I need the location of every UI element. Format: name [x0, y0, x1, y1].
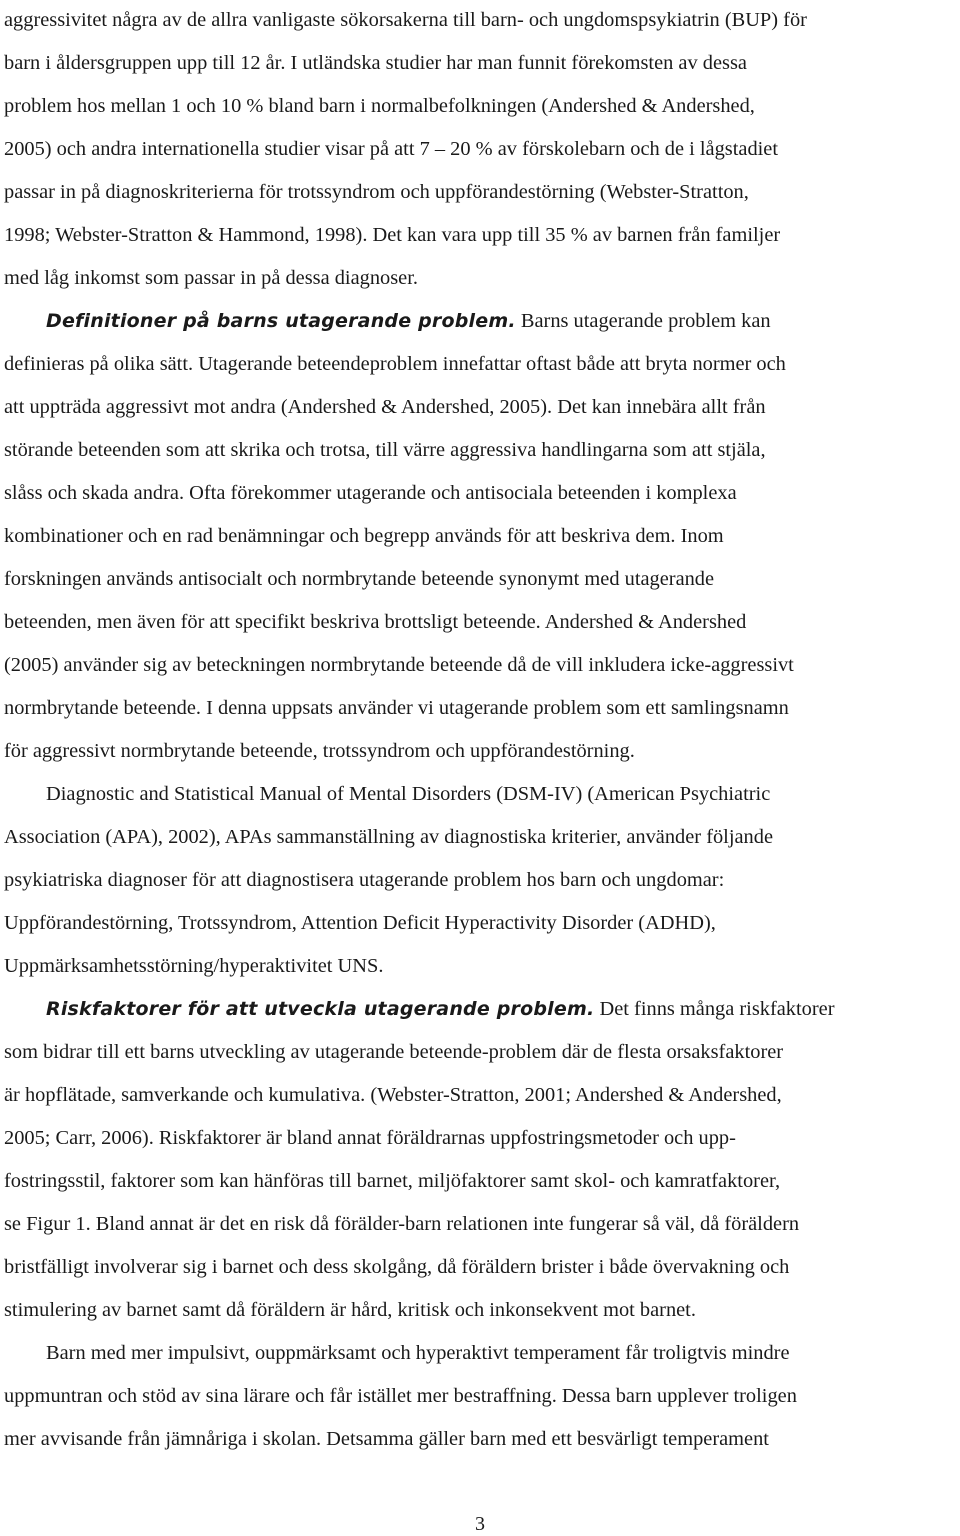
text-run: uppmuntran och stöd av sina lärare och får istället mer bestraffning. Dessa barn upplever troligen: [4, 1385, 797, 1407]
text-run: forskningen används antisocialt och normbrytande beteende synonymt med utagerande: [4, 568, 715, 590]
text-run: passar in på diagnoskriterierna för trotssyndrom och uppförandestörning (Webster-Stratton,: [4, 181, 749, 203]
text-run: för aggressivt normbrytande beteende, trotssyndrom och uppförandestörning.: [4, 740, 635, 762]
text-run: fostringsstil, faktorer som kan hänföras till barnet, miljöfaktorer samt skol- och kamratfaktorer,: [4, 1170, 781, 1192]
text-run: stimulering av barnet samt då föräldern är hård, kritisk och inkonsekvent mot barnet.: [4, 1299, 696, 1321]
text-line: [4, 352, 786, 376]
text-run: Barns utagerande problem kan: [515, 310, 771, 332]
text-line: [4, 1126, 736, 1150]
text-run: psykiatriska diagnoser för att diagnostisera utagerande problem hos barn och ungdomar:: [4, 869, 725, 891]
text-run: 2005; Carr, 2006). Riskfaktorer är bland annat föräldrarnas uppfostringsmetoder och upp-: [4, 1127, 736, 1149]
text-run: bristfälligt involverar sig i barnet och dess skolgång, då föräldern brister i både övervakning och: [4, 1256, 790, 1278]
text-run: Barn med mer impulsivt, ouppmärksamt och hyperaktivt temperament får troligtvis mindre: [46, 1342, 790, 1364]
text-line: [4, 1212, 799, 1236]
text-run: definieras på olika sätt. Utagerande beteendeproblem innefattar oftast både att bryta normer och: [4, 353, 786, 375]
text-line: [4, 1083, 782, 1107]
text-run: (2005) använder sig av beteckningen normbrytande beteende då de vill inkludera icke-aggressivt: [4, 654, 794, 676]
text-line: [4, 266, 418, 290]
text-line: [4, 1298, 696, 1322]
text-run: 1998; Webster-Stratton & Hammond, 1998). Det kan vara upp till 35 % av barnen från familjer: [4, 224, 781, 246]
text-line: [4, 524, 724, 548]
text-line: [4, 395, 766, 419]
text-line: [4, 223, 780, 247]
text-line: [4, 653, 794, 677]
text-run: Uppförandestörning, Trotssyndrom, Attention Deficit Hyperactivity Disorder (ADHD),: [4, 912, 716, 934]
text-line: [4, 180, 749, 204]
text-run: kombinationer och en rad benämningar och begrepp används för att beskriva dem. Inom: [4, 525, 724, 547]
text-run: normbrytande beteende. I denna uppsats använder vi utagerande problem som ett samlingsnamn: [4, 697, 789, 719]
text-line: [4, 610, 746, 634]
text-run: att uppträda aggressivt mot andra (Andershed & Andershed, 2005). Det kan innebära allt från: [4, 396, 766, 418]
section-heading: Definitioner på barns utagerande problem.: [46, 310, 516, 332]
text-run: Diagnostic and Statistical Manual of Mental Disorders (DSM-IV) (American Psychiatric: [46, 783, 771, 805]
text-line: [4, 137, 778, 161]
text-run: Uppmärksamhetsstörning/hyperaktivitet UNS.: [4, 955, 384, 977]
text-run: problem hos mellan 1 och 10 % bland barn i normalbefolkningen (Andershed & Andershed,: [4, 95, 755, 117]
text-run: 2005) och andra internationella studier visar på att 7 – 20 % av förskolebarn och de i lågstadiet: [4, 138, 779, 160]
text-line: [46, 1341, 790, 1365]
text-run: störande beteenden som att skrika och trotsa, till värre aggressiva handlingarna som att stjäla,: [4, 439, 766, 461]
text-run: slåss och skada andra. Ofta förekommer utagerande och antisociala beteenden i komplexa: [4, 482, 737, 504]
text-run: se Figur 1. Bland annat är det en risk då förälder-barn relationen inte fungerar så väl, då föräldern: [4, 1213, 800, 1235]
text-line: [4, 94, 755, 118]
text-line: [4, 868, 724, 892]
text-run: med låg inkomst som passar in på dessa diagnoser.: [4, 267, 418, 289]
text-line: [4, 739, 635, 763]
text-line: [4, 1384, 797, 1408]
text-line: [4, 825, 773, 849]
section-heading: Riskfaktorer för att utveckla utagerande problem.: [46, 998, 595, 1020]
text-run: barn i åldersgruppen upp till 12 år. I utländska studier har man funnit förekomsten av dessa: [4, 52, 747, 74]
text-line: [4, 567, 714, 591]
text-line: [4, 438, 766, 462]
page-number: 3: [475, 1513, 485, 1535]
text-line: [4, 1427, 769, 1451]
text-line: [4, 954, 383, 978]
text-line: [4, 1255, 789, 1279]
text-line: [46, 997, 834, 1021]
text-line: [46, 782, 770, 806]
text-run: som bidrar till ett barns utveckling av utagerande beteende-problem där de flesta orsaksfaktorer: [4, 1041, 784, 1063]
text-line: [4, 51, 747, 75]
text-line: [4, 911, 716, 935]
text-line: [4, 481, 737, 505]
text-run: Association (APA), 2002), APAs sammanställning av diagnostiska kriterier, använder följande: [4, 826, 773, 848]
text-run: mer avvisande från jämnåriga i skolan. Detsamma gäller barn med ett besvärligt temperament: [4, 1428, 769, 1450]
text-run: är hopflätade, samverkande och kumulativa. (Webster-Stratton, 2001; Andershed & Andershed,: [4, 1084, 782, 1106]
text-run: aggressivitet några av de allra vanligaste sökorsakerna till barn- och ungdomspsykiatrin (BUP) för: [4, 9, 807, 31]
text-run: Det finns många riskfaktorer: [594, 998, 835, 1020]
text-run: beteenden, men även för att specifikt beskriva brottsligt beteende. Andershed & Andershed: [4, 611, 747, 633]
text-line: [4, 696, 789, 720]
text-line: [4, 1040, 783, 1064]
text-line: [4, 1169, 780, 1193]
text-line: [46, 309, 771, 333]
text-line: [4, 8, 807, 32]
